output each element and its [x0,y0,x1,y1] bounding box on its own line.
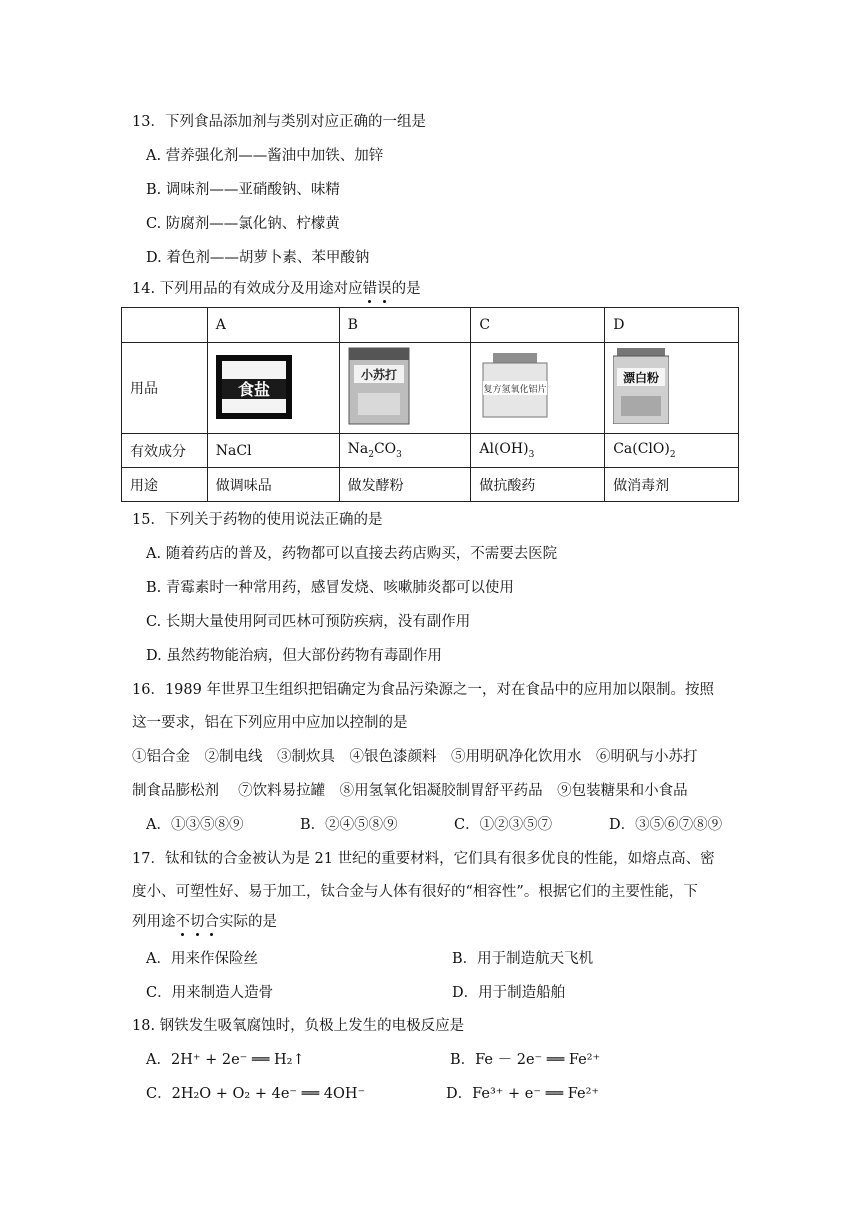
q13-option-a: A. 营养强化剂——酱油中加铁、加锌 [146,148,384,164]
table-corner-cell [122,308,208,343]
row-label: 有效成分 [122,434,208,468]
q16-line2: 这一要求，铝在下列应用中应加以控制的是 [132,715,408,731]
q17-option-b: B．用于制造航天飞机 [452,951,594,967]
q16-option-a: A．①③⑤⑧⑨ [146,817,244,833]
q15-stem: 15．下列关于药物的使用说法正确的是 [132,512,383,528]
q14-stem [132,279,421,299]
q14-stem-part1: 14. 下列用品的有效成分及用途对应 [132,281,363,297]
q16-line3: ①铝合金 ②制电线 ③制炊具 ④银色漆颜料 ⑤用明矾净化饮用水 ⑥明矾与小苏打 [132,749,698,765]
ingredient-cell: NaCl [207,434,339,468]
q15-option-a: A. 随着药店的普及，药物都可以直接去药店购买，不需要去医院 [146,546,558,562]
col-header: D [605,308,739,343]
medicine-bottle-icon [479,353,551,419]
q16-line4: 制食品膨松剂 ⑦饮料易拉罐 ⑧用氢氧化铝凝胶制胃舒平药品 ⑨包装糖果和小食品 [132,783,688,799]
q14-table [121,307,739,502]
q16-option-c: C．①②③⑤⑦ [454,817,553,833]
bleach-bag-icon [613,348,669,424]
q14-emph-char: 误 [377,281,392,297]
q15-option-d: D. 虽然药物能治病，但大部份药物有毒副作用 [146,648,442,664]
q13-option-c: C. 防腐剂——氯化钠、柠檬黄 [146,216,340,232]
ingredient-cell: $Na_2CO_3$ [339,434,471,468]
product-label: 食盐 [237,380,270,399]
row-label: 用品 [122,343,208,434]
q17-line1: 17．钛和钛的合金被认为是 21 世纪的重要材料，它们具有很多优良的性能，如熔点高、密 [132,851,715,867]
product-label: 复方氢氧化铝片 [483,385,547,395]
product-cell-b [339,343,471,434]
q17-option-a: A．用来作保险丝 [146,951,258,967]
q15-option-b: B. 青霉素时一种常用药，感冒发烧、咳嗽肺炎都可以使用 [146,580,514,596]
q17-line2: 度小、可塑性好、易于加工，钛合金与人体有很好的“相容性”。根据它们的主要性能，下 [132,884,698,900]
q17-line3 [132,912,277,932]
q18-option-a: A．2H⁺ + 2e⁻ ══ H₂↑ [146,1052,305,1068]
q17-emph-char: 合 [204,914,219,930]
salt-bag-icon [216,351,292,421]
ingredient-cell: $Ca(ClO)_2$ [605,434,739,468]
q15-option-c: C. 长期大量使用阿司匹林可预防疾病，没有副作用 [146,614,471,630]
q14-stem-part2: 的是 [391,281,421,297]
q17-option-c: C．用来制造人造骨 [146,985,274,1001]
use-cell: 做消毒剂 [605,468,739,502]
q17-line3-part1: 列用途 [132,914,176,930]
q16-line1: 16．1989 年世界卫生组织把铝确定为食品污染源之一，对在食品中的应用加以限制。按照 [132,682,714,698]
use-cell: 做抗酸药 [471,468,605,502]
q16-option-b: B．②④⑤⑧⑨ [300,817,398,833]
use-cell: 做调味品 [207,468,339,502]
q17-line3-part2: 实际的是 [219,914,277,930]
q13-stem: 13．下列食品添加剂与类别对应正确的一组是 [132,114,426,130]
row-label: 用途 [122,468,208,502]
use-cell: 做发酵粉 [339,468,471,502]
q17-emph-char: 不 [175,914,190,930]
ingredient-cell: $Al(OH)_3$ [471,434,605,468]
q18-option-d: D．Fe³⁺ + e⁻ ══ Fe²⁺ [446,1086,600,1102]
product-cell-d [605,343,739,434]
col-header: B [339,308,471,343]
product-label: 漂白粉 [623,371,660,385]
q18-option-c: C．2H₂O + O₂ + 4e⁻ ══ 4OH⁻ [146,1086,366,1102]
q18-option-b: B．Fe － 2e⁻ ══ Fe²⁺ [450,1052,601,1068]
baking-soda-bag-icon [348,347,410,425]
q17-option-d: D．用于制造船舶 [452,985,566,1001]
col-header: C [471,308,605,343]
q16-option-d: D．③⑤⑥⑦⑧⑨ [609,817,723,833]
col-header: A [207,308,339,343]
product-label: 小苏打 [360,368,397,382]
q17-emph-char: 切 [190,914,205,930]
q18-stem: 18. 钢铁发生吸氧腐蚀时，负极上发生的电极反应是 [132,1018,465,1034]
product-cell-c [471,343,605,434]
q14-emph-char: 错 [362,281,378,297]
product-cell-a [207,343,339,434]
q13-option-d: D. 着色剂——胡萝卜素、苯甲酸钠 [146,250,370,266]
q13-option-b: B. 调味剂——亚硝酸钠、味精 [146,182,340,198]
